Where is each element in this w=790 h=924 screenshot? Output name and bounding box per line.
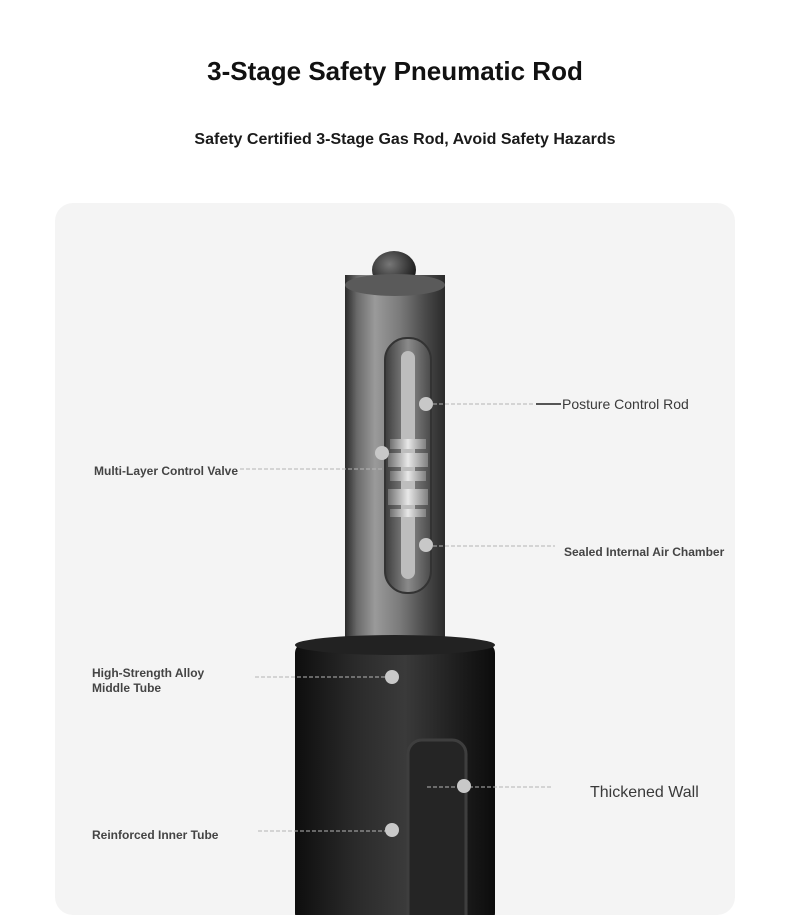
gas-rod-illustration xyxy=(55,203,735,915)
lower-cutaway xyxy=(408,740,466,915)
callout-thickened-wall: Thickened Wall xyxy=(590,784,699,801)
valve-ring xyxy=(390,471,426,481)
page-title: 3-Stage Safety Pneumatic Rod xyxy=(207,56,583,86)
callout-high-strength-alloy-middle-tube: High-Strength Alloy Middle Tube xyxy=(92,666,205,695)
marker-dot xyxy=(419,538,433,552)
marker-dot xyxy=(457,779,471,793)
product-illustration-panel xyxy=(55,203,735,915)
callout-posture-control-rod: Posture Control Rod xyxy=(562,396,689,412)
callout-multi-layer-control-valve: Multi-Layer Control Valve xyxy=(94,464,239,478)
callout-sealed-internal-air-chamber: Sealed Internal Air Chamber xyxy=(564,545,725,559)
valve-ring xyxy=(390,439,426,449)
marker-dot xyxy=(419,397,433,411)
marker-dot xyxy=(375,446,389,460)
valve-ring xyxy=(390,509,426,517)
valve-ring xyxy=(388,489,428,505)
marker-dot xyxy=(385,823,399,837)
marker-dot xyxy=(385,670,399,684)
callout-reinforced-inner-tube: Reinforced Inner Tube xyxy=(92,828,219,842)
page-subtitle: Safety Certified 3-Stage Gas Rod, Avoid Safety Hazards xyxy=(194,131,616,148)
valve-ring xyxy=(388,453,428,467)
